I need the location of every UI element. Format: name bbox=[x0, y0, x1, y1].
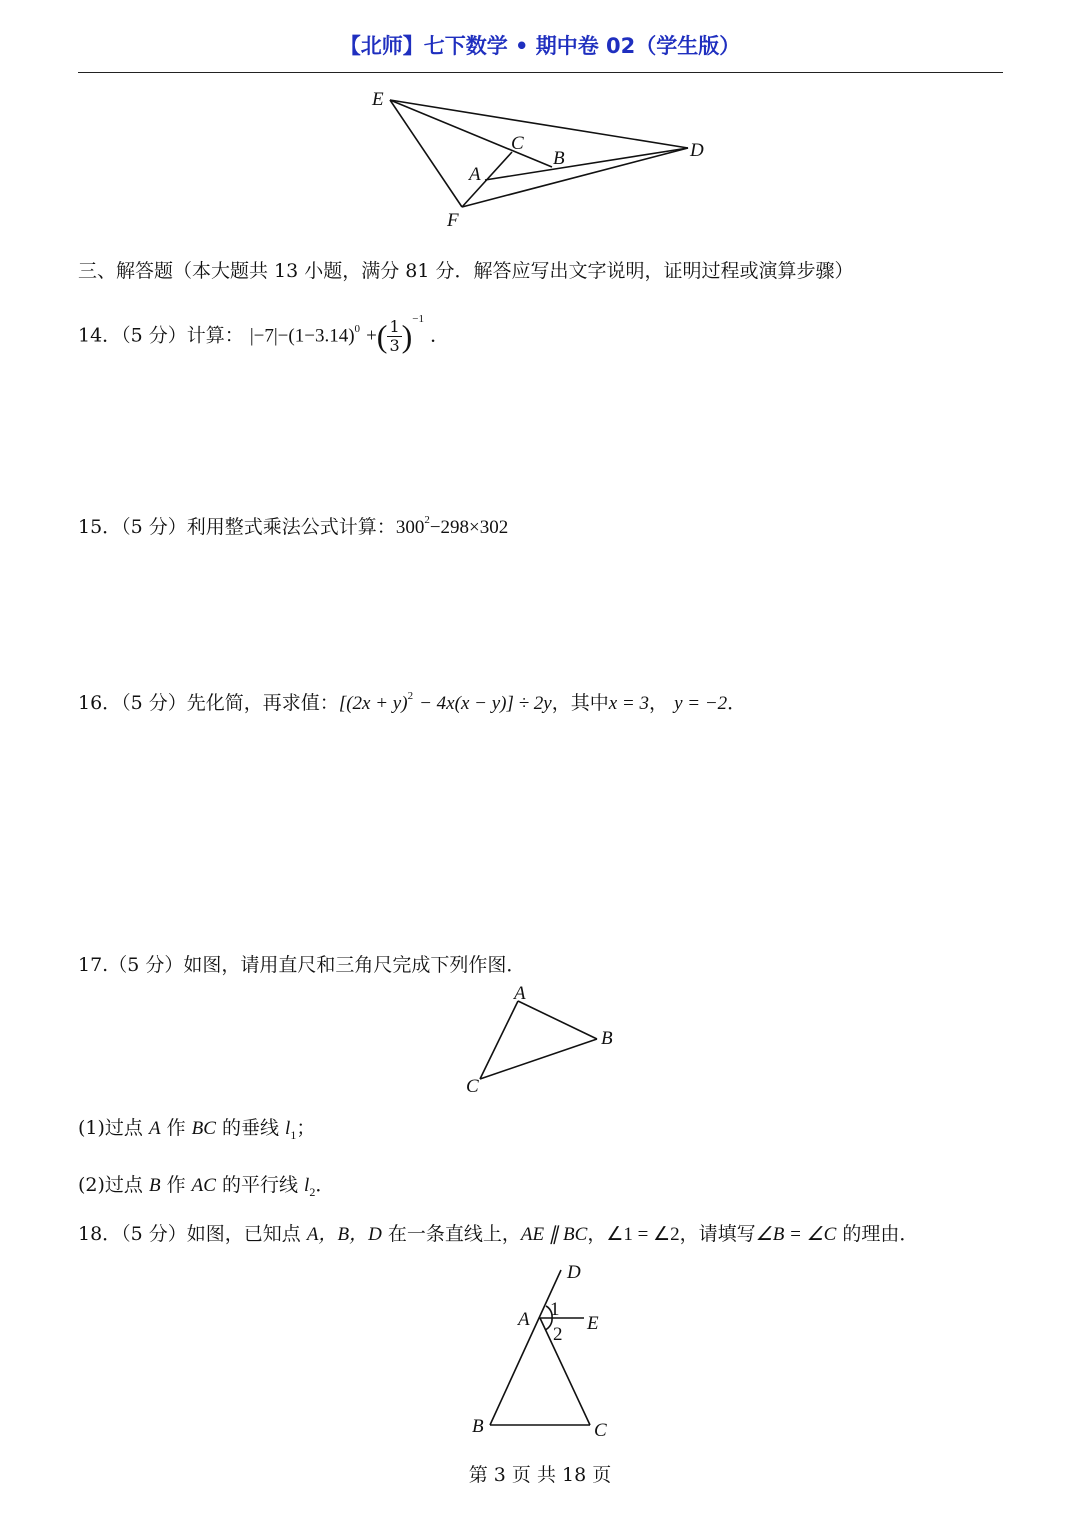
q17-part1-segment: BC bbox=[191, 1118, 216, 1139]
q17-label-A: A bbox=[514, 983, 526, 1004]
q17-part1-point: A bbox=[148, 1118, 161, 1139]
q18-goal: ∠B = ∠C bbox=[755, 1224, 837, 1245]
segment-EF bbox=[390, 100, 462, 207]
segment-DB bbox=[490, 1270, 561, 1425]
q17-part2-a: (2)过点 bbox=[78, 1174, 149, 1196]
q18-prefix: 18．（5 分）如图，已知点 bbox=[78, 1223, 307, 1245]
q14-expr-a: |−7|−(1−3.14) bbox=[249, 325, 355, 347]
q18-cond1: AE ∥ BC bbox=[520, 1224, 588, 1245]
figure-q18 bbox=[465, 1258, 625, 1443]
q14-prefix: 14．（5 分）计算： bbox=[78, 324, 244, 347]
q16-x-cond: x = 3 bbox=[608, 693, 649, 714]
q18-label-E: E bbox=[587, 1313, 599, 1334]
q17-part2-segment: AC bbox=[191, 1175, 216, 1196]
q14-end: ． bbox=[430, 324, 450, 347]
q14-lparen: ( bbox=[376, 318, 388, 354]
segment-BC bbox=[480, 1039, 597, 1079]
q16-prefix: 16．（5 分）先化简，再求值： bbox=[78, 692, 339, 714]
question-16 bbox=[78, 688, 746, 715]
q16-sep: ， bbox=[649, 692, 669, 714]
q14-rparen: ) bbox=[401, 318, 413, 354]
page-footer: 第 3 页 共 18 页 bbox=[468, 1464, 612, 1486]
q16-expr-open: [(2x + y) bbox=[338, 693, 408, 714]
q16-mid-text: ，其中 bbox=[551, 692, 609, 714]
q17-part1-line: l bbox=[285, 1118, 291, 1139]
label-C: C bbox=[511, 133, 524, 154]
q18-mid2: ，请填写 bbox=[679, 1223, 756, 1245]
segment-AC bbox=[540, 1318, 590, 1425]
label-A: A bbox=[469, 164, 481, 185]
q14-exp0: 0 bbox=[354, 322, 361, 335]
q17-part1-c: 的垂线 bbox=[215, 1117, 286, 1139]
q18-label-B: B bbox=[472, 1416, 484, 1437]
q14-frac-den: 3 bbox=[389, 336, 400, 355]
q18-angle-1: 1 bbox=[550, 1299, 560, 1320]
q17-part2-end: ． bbox=[315, 1174, 335, 1196]
question-18 bbox=[78, 1219, 918, 1246]
q17-part2-sub: 2 bbox=[309, 1184, 316, 1199]
q17-part2-c: 的平行线 bbox=[215, 1174, 305, 1196]
q17-part2-b: 作 bbox=[160, 1174, 192, 1196]
q14-plus: + bbox=[366, 325, 377, 347]
question-15 bbox=[78, 512, 508, 539]
q16-expr-mid: − 4x(x − y)] ÷ 2y bbox=[419, 693, 552, 714]
segment-AB bbox=[518, 1001, 597, 1039]
q18-label-D: D bbox=[567, 1262, 581, 1283]
q15-expr-base: 300 bbox=[395, 517, 425, 538]
section3-heading: 三、解答题（本大题共 13 小题，满分 81 分．解答应写出文字说明，证明过程或演算步骤） bbox=[78, 260, 854, 282]
q14-frac-num: 1 bbox=[389, 317, 400, 336]
page-header-title: 【北师】七下数学 • 期中卷 02（学生版） bbox=[339, 34, 741, 58]
q17-part1-sub: 1 bbox=[290, 1127, 297, 1142]
q18-mid: 在一条直线上， bbox=[381, 1223, 521, 1245]
q18-points: A，B，D bbox=[306, 1224, 382, 1245]
q14-exp-neg1: −1 bbox=[412, 312, 425, 325]
label-B: B bbox=[553, 148, 565, 169]
q17-part2-point: B bbox=[148, 1175, 161, 1196]
question-17: 17.（5 分）如图，请用直尺和三角尺完成下列作图． bbox=[78, 954, 526, 976]
q17-part1-end: ； bbox=[296, 1117, 316, 1139]
q17-label-C: C bbox=[466, 1076, 479, 1097]
q17-part2 bbox=[78, 1170, 334, 1200]
q14-fraction bbox=[387, 318, 401, 355]
label-E: E bbox=[372, 89, 384, 110]
q17-part1-b: 作 bbox=[160, 1117, 192, 1139]
segment-ED bbox=[390, 100, 688, 148]
question-14 bbox=[78, 312, 450, 355]
q17-part2-line: l bbox=[304, 1175, 310, 1196]
figure-q17-triangle bbox=[455, 982, 625, 1097]
q16-y-cond: y = −2 bbox=[674, 693, 728, 714]
segment-EB bbox=[390, 100, 552, 167]
label-D: D bbox=[690, 140, 704, 161]
q18-label-C: C bbox=[594, 1420, 607, 1441]
q17-part1-a: (1)过点 bbox=[78, 1117, 149, 1139]
q15-exp2: 2 bbox=[424, 514, 430, 526]
q18-cond2: ∠1 = ∠2 bbox=[606, 1224, 680, 1245]
q18-angle-2: 2 bbox=[553, 1324, 563, 1345]
q18-end: 的理由． bbox=[836, 1223, 919, 1245]
q15-expr-rest: −298×302 bbox=[429, 517, 509, 538]
q15-prefix: 15．（5 分）利用整式乘法公式计算： bbox=[78, 516, 396, 538]
q18-sep: ， bbox=[587, 1223, 607, 1245]
header-rule bbox=[78, 72, 1003, 73]
q17-label-B: B bbox=[601, 1028, 613, 1049]
q16-end: ． bbox=[727, 692, 747, 714]
q16-exp2: 2 bbox=[407, 690, 414, 702]
figure-top bbox=[360, 82, 720, 232]
label-F: F bbox=[447, 210, 459, 231]
q17-part1 bbox=[78, 1113, 315, 1143]
q18-label-A: A bbox=[518, 1309, 530, 1330]
